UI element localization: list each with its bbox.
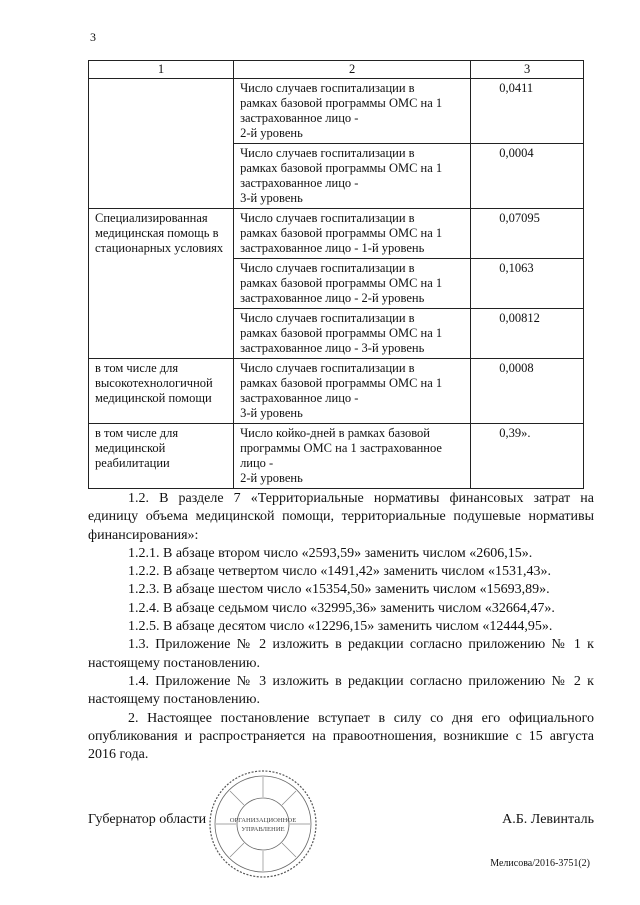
- indicator-description-line: Число случаев госпитализации в: [240, 361, 415, 375]
- signatory-name: А.Б. Левинталь: [502, 812, 594, 827]
- stamp-line-2: УПРАВЛЕНИЕ: [241, 826, 285, 833]
- indicator-value-cell: 0,39».: [471, 424, 584, 489]
- paragraph-2: 2. Настоящее постановление вступает в силу со дня его официального опубликования и распространяется на правоотношения, возникшие с 15 августа 2016 года.: [88, 710, 594, 763]
- page-number: 3: [90, 30, 96, 44]
- care-category-cell: [89, 79, 234, 209]
- stamp-line-1: ОРГАНИЗАЦИОННОЕ: [229, 817, 297, 824]
- care-category-line: в том числе для: [95, 426, 179, 440]
- indicator-description-line: рамках базовой программы ОМС на 1: [240, 161, 443, 175]
- paragraph-1-3: 1.3. Приложение № 2 изложить в редакции согласно приложению № 1 к настоящему постановлению.: [88, 637, 594, 671]
- care-category-cell: [89, 209, 234, 359]
- paragraph-1-2: 1.2. В разделе 7 «Территориальные нормативы финансовых затрат на единицу объема медицинской помощи, территориальные подушевые нормативы финансирования»:: [88, 491, 594, 543]
- table-row: [89, 79, 584, 144]
- paragraph-1-2-5: 1.2.5. В абзаце десятом число «12296,15» заменить числом «12444,95».: [128, 619, 553, 635]
- norms-table: [88, 60, 584, 489]
- paragraph-1-4: 1.4. Приложение № 3 изложить в редакции согласно приложению № 2 к настоящему постановлению.: [88, 673, 594, 708]
- paragraph-1-2-2: 1.2.2. В абзаце четвертом число «1491,42» заменить числом «1531,43».: [128, 564, 551, 580]
- indicator-description-line: рамках базовой программы ОМС на 1: [240, 326, 443, 340]
- indicator-description-cell: [234, 144, 471, 209]
- indicator-description-line: застрахованное лицо -: [240, 111, 359, 125]
- indicator-description-cell: [234, 79, 471, 144]
- care-category-cell: [89, 359, 234, 424]
- indicator-description-line: Число случаев госпитализации в: [240, 261, 415, 275]
- indicator-description-line: Число случаев госпитализации в: [240, 211, 415, 225]
- care-category-line: в том числе для: [95, 361, 179, 375]
- indicator-description-cell: [234, 259, 471, 309]
- indicator-value-cell: 0,00812: [471, 309, 584, 359]
- header-col-1: 1: [89, 61, 234, 79]
- table-row: [89, 359, 584, 424]
- care-category-line: Специализированная: [95, 211, 208, 225]
- indicator-description-line: 2-й уровень: [240, 126, 303, 140]
- indicator-description-line: Число случаев госпитализации в: [240, 81, 415, 95]
- indicator-description-line: рамках базовой программы ОМС на 1: [240, 96, 443, 110]
- indicator-description-line: застрахованное лицо - 1-й уровень: [240, 241, 425, 255]
- indicator-value-cell: 0,07095: [471, 209, 584, 259]
- care-category-line: стационарных условиях: [95, 241, 224, 255]
- indicator-description-cell: [234, 359, 471, 424]
- indicator-value-cell: 0,0004: [471, 144, 584, 209]
- indicator-description-line: застрахованное лицо - 3-й уровень: [240, 341, 425, 355]
- indicator-description-line: рамках базовой программы ОМС на 1: [240, 226, 443, 240]
- indicator-description-line: Число койко-дней в рамках базовой: [240, 426, 430, 440]
- indicator-description-cell: [234, 209, 471, 259]
- indicator-description-line: программы ОМС на 1 застрахованное: [240, 441, 442, 455]
- care-category-line: реабилитации: [95, 456, 170, 470]
- indicator-description-line: 3-й уровень: [240, 191, 303, 205]
- indicator-value-cell: 0,0008: [471, 359, 584, 424]
- header-col-3: 3: [471, 61, 584, 79]
- table-row: [89, 209, 584, 259]
- indicator-description-line: застрахованное лицо -: [240, 391, 359, 405]
- indicator-description-cell: [234, 424, 471, 489]
- indicator-value-cell: 0,1063: [471, 259, 584, 309]
- indicator-description-line: Число случаев госпитализации в: [240, 311, 415, 325]
- indicator-description-line: 3-й уровень: [240, 406, 303, 420]
- document-code: Мелисова/2016-3751(2): [490, 858, 590, 869]
- table-header-row: [89, 61, 584, 79]
- indicator-description-line: застрахованное лицо -: [240, 176, 359, 190]
- care-category-line: медицинская помощь в: [95, 226, 219, 240]
- paragraph-1-2-1: 1.2.1. В абзаце втором число «2593,59» заменить числом «2606,15».: [128, 545, 533, 561]
- care-category-line: медицинской помощи: [95, 391, 212, 405]
- indicator-value-cell: 0,0411: [471, 79, 584, 144]
- indicator-description-line: лицо -: [240, 456, 274, 470]
- care-category-line: медицинской: [95, 441, 166, 455]
- signatory-title: Губернатор области: [88, 812, 207, 827]
- header-col-2: 2: [234, 61, 471, 79]
- indicator-description-line: Число случаев госпитализации в: [240, 146, 415, 160]
- paragraph-1-2-4: 1.2.4. В абзаце седьмом число «32995,36» заменить числом «32664,47».: [128, 600, 555, 616]
- indicator-description-cell: [234, 309, 471, 359]
- decree-text: [88, 490, 594, 764]
- table-row: [89, 424, 584, 489]
- care-category-line: высокотехнологичной: [95, 376, 213, 390]
- official-stamp: [207, 768, 319, 880]
- indicator-description-line: 2-й уровень: [240, 471, 303, 485]
- indicator-description-line: застрахованное лицо - 2-й уровень: [240, 291, 425, 305]
- care-category-cell: [89, 424, 234, 489]
- indicator-description-line: рамках базовой программы ОМС на 1: [240, 376, 443, 390]
- paragraph-1-2-3: 1.2.3. В абзаце шестом число «15354,50» заменить числом «15693,89».: [128, 582, 550, 598]
- indicator-description-line: рамках базовой программы ОМС на 1: [240, 276, 443, 290]
